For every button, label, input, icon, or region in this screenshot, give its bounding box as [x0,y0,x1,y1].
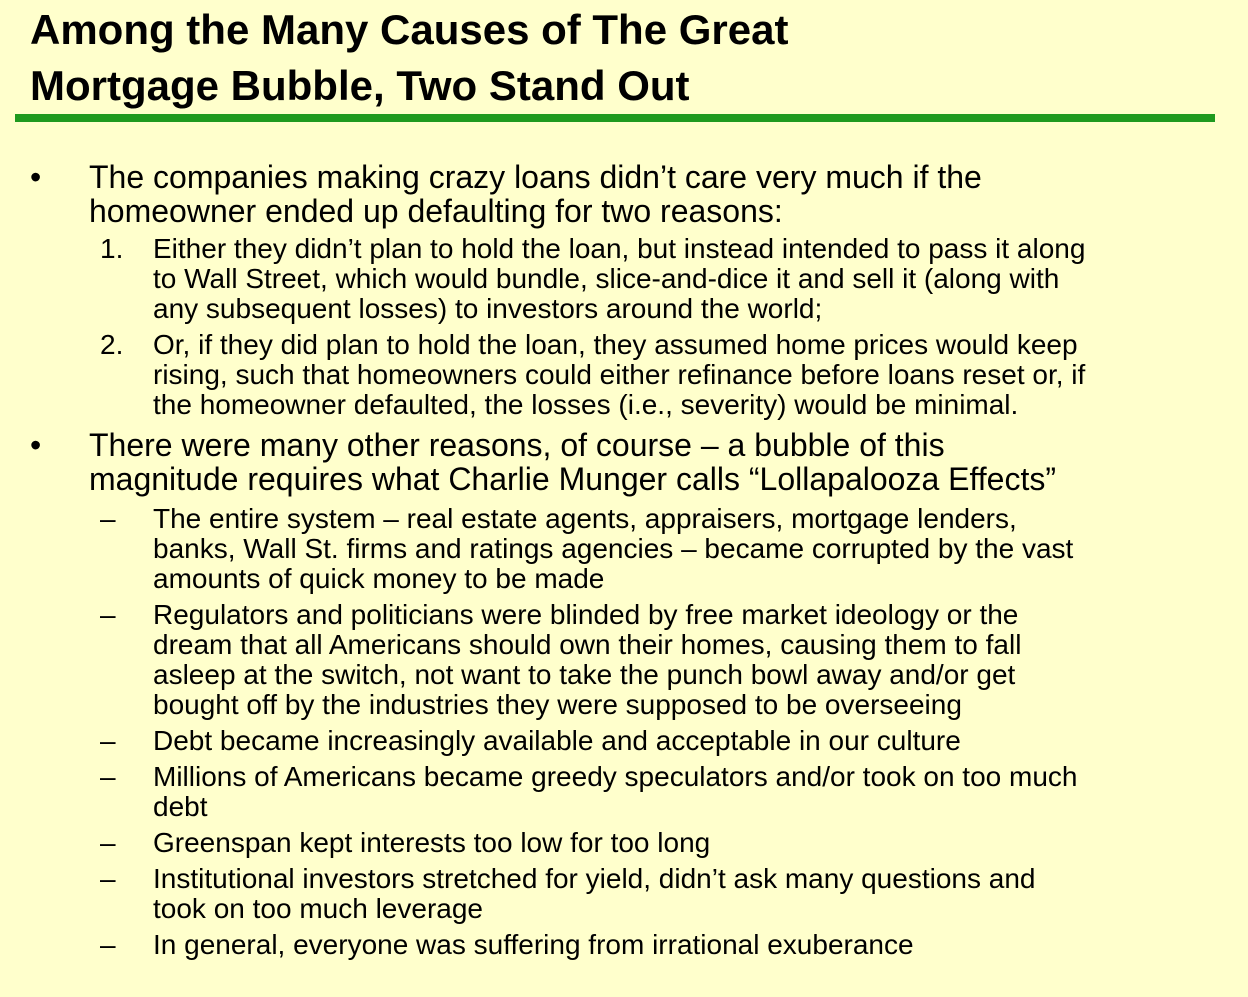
sub-item-text-line: Or, if they did plan to hold the loan, they assumed home prices would keep [153,329,1078,360]
bullet-text-line: There were many other reasons, of course – a bubble of this [89,427,945,463]
sub-item-text-line: any subsequent losses) to investors around the world; [153,293,823,324]
sub-item [0,864,1248,924]
sub-item-text-line: Debt became increasingly available and acceptable in our culture [153,725,961,756]
title-divider [15,114,1215,122]
sub-item-text-line: Either they didn’t plan to hold the loan, but instead intended to pass it along [153,233,1086,264]
title-line-2: Mortgage Bubble, Two Stand Out [30,62,690,109]
dash-icon: – [100,929,116,960]
sub-item [0,234,1248,324]
sub-item [0,762,1248,822]
sub-item-text-line: dream that all Americans should own their homes, causing them to fall [153,629,1022,660]
bullet-dot-icon: • [30,159,42,195]
sub-item [0,504,1248,594]
sub-item-text-line: to Wall Street, which would bundle, slice-and-dice it and sell it (along with [153,263,1060,294]
sub-item-text-line: Institutional investors stretched for yield, didn’t ask many questions and [153,863,1036,894]
bullet-text-line: magnitude requires what Charlie Munger calls “Lollapalooza Effects” [89,461,1057,497]
bullet-list [0,160,1248,960]
sub-item-text-line: bought off by the industries they were supposed to be overseeing [153,689,962,720]
number-marker: 1. [100,233,124,264]
dash-icon: – [100,725,116,756]
sub-item [0,600,1248,720]
sub-item-text-line: Millions of Americans became greedy speculators and/or took on too much [153,761,1078,792]
title-line-1: Among the Many Causes of The Great [30,6,789,53]
dash-icon: – [100,863,116,894]
sub-item-text-line: asleep at the switch, not want to take the punch bowl away and/or get [153,659,1016,690]
number-marker: 2. [100,329,124,360]
sub-item-text-line: Regulators and politicians were blinded by free market ideology or the [153,599,1019,630]
sub-item-text-line: rising, such that homeowners could either refinance before loans reset or, if [153,359,1086,390]
sub-item-text-line: the homeowner defaulted, the losses (i.e., severity) would be minimal. [153,389,1019,420]
sub-item [0,828,1248,858]
dash-icon: – [100,827,116,858]
sub-item-text-line: debt [153,791,208,822]
bullet-text-line: homeowner ended up defaulting for two reasons: [89,193,783,229]
slide-title [30,2,788,114]
bullet-text-line: The companies making crazy loans didn’t care very much if the [89,159,982,195]
sub-item-text-line: banks, Wall St. firms and ratings agencies – became corrupted by the vast [153,533,1074,564]
sub-item-text-line: amounts of quick money to be made [153,563,605,594]
sub-item [0,726,1248,756]
bullet-item [0,428,1248,496]
sub-item-text-line: Greenspan kept interests too low for too long [153,827,711,858]
dash-icon: – [100,599,116,630]
sub-item-text-line: took on too much leverage [153,893,483,924]
sub-item [0,330,1248,420]
dash-icon: – [100,761,116,792]
bullet-item [0,160,1248,228]
sub-item-text-line: The entire system – real estate agents, appraisers, mortgage lenders, [153,503,1017,534]
sub-item-text-line: In general, everyone was suffering from irrational exuberance [153,929,914,960]
sub-item [0,930,1248,960]
bullet-dot-icon: • [30,427,42,463]
dash-icon: – [100,503,116,534]
